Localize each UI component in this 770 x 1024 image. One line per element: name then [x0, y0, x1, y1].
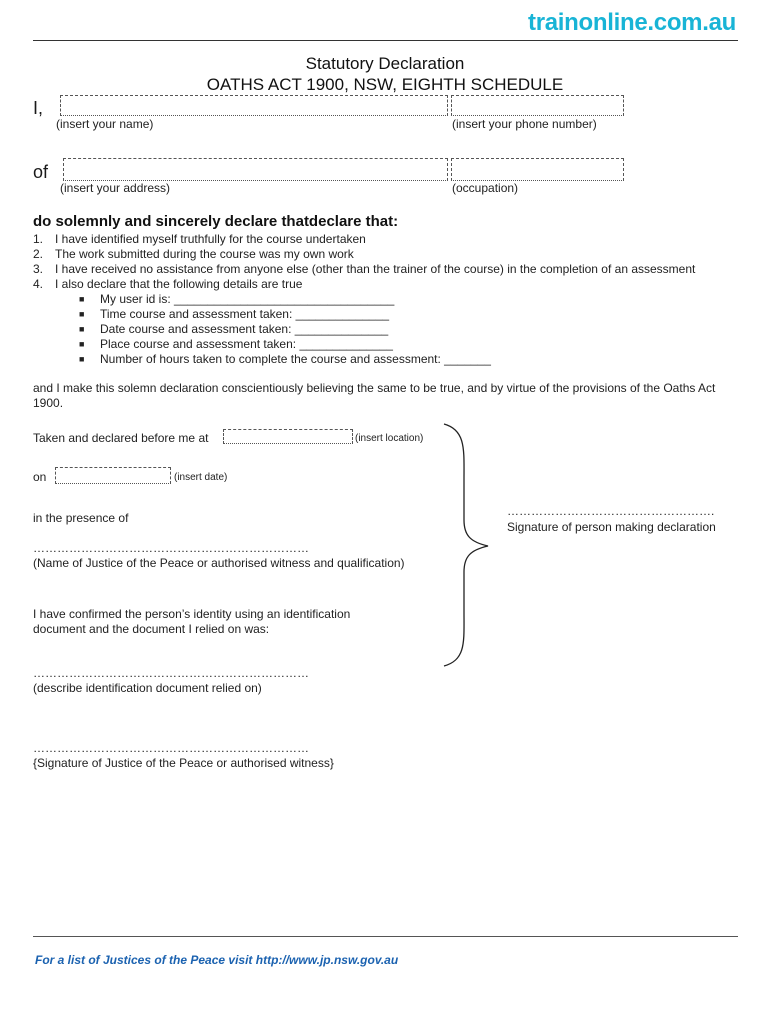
bullet-icon: ■	[79, 294, 85, 304]
location-field[interactable]	[223, 429, 353, 444]
declarant-i-label: I,	[33, 98, 44, 118]
address-hint: (insert your address)	[60, 181, 171, 195]
closing-statement: and I make this solemn declaration conscientiously believing the same to be true, and by virtue of the provisions of the Oaths Act 1900.	[33, 381, 716, 410]
declaration-item: 1. I have identified myself truthfully for the course undertaken	[33, 232, 366, 246]
name-hint: (insert your name)	[56, 117, 154, 131]
jp-signature-caption: {Signature of Justice of the Peace or authorised witness}	[33, 756, 334, 770]
bullet-icon: ■	[79, 354, 85, 364]
date-field[interactable]	[55, 467, 171, 484]
presence-label: in the presence of	[33, 511, 129, 525]
brace-icon	[440, 420, 500, 670]
date-hint: (insert date)	[174, 472, 228, 483]
declaration-item: 3. I have received no assistance from anyone else (other than the trainer of the course) in the completion of an assessment	[33, 262, 696, 276]
jp-name-caption: (Name of Justice of the Peace or authorised witness and qualification)	[33, 556, 405, 570]
on-label: on	[33, 470, 47, 484]
jp-name-line: ……………………………………………………………	[33, 541, 309, 555]
name-field[interactable]	[60, 95, 448, 116]
identity-statement-2: document and the document I relied on was:	[33, 622, 270, 636]
declaration-list	[33, 232, 743, 292]
jp-link[interactable]: For a list of Justices of the Peace visit http://www.jp.nsw.gov.au	[35, 953, 399, 967]
taken-label: Taken and declared before me at	[33, 431, 209, 445]
declarant-signature-caption: Signature of person making declaration	[507, 520, 716, 534]
details-list	[76, 292, 736, 367]
occupation-hint: (occupation)	[452, 181, 519, 195]
jp-signature-line: ……………………………………………………………	[33, 741, 309, 755]
declaration-item: 4. I also declare that the following details are true	[33, 277, 303, 291]
detail-date: ■ Date course and assessment taken: ______________	[79, 322, 389, 336]
bullet-icon: ■	[79, 324, 85, 334]
detail-user-id: ■ My user id is: _________________________________	[79, 292, 395, 306]
id-document-caption: (describe identification document relied on)	[33, 681, 262, 695]
occupation-field[interactable]	[451, 158, 624, 181]
bullet-icon: ■	[79, 309, 85, 319]
address-field[interactable]	[63, 158, 448, 181]
footer-divider	[33, 936, 738, 937]
declaration-item: 2. The work submitted during the course was my own work	[33, 247, 354, 261]
header-divider	[33, 40, 738, 41]
page-subtitle: OATHS ACT 1900, NSW, EIGHTH SCHEDULE	[206, 75, 564, 94]
id-document-line: ……………………………………………………………	[33, 666, 309, 680]
detail-time: ■ Time course and assessment taken: ______________	[79, 307, 390, 321]
declarant-signature-line: …………………………………………….	[507, 504, 715, 518]
detail-place: ■ Place course and assessment taken: ______________	[79, 337, 393, 351]
phone-field[interactable]	[451, 95, 624, 116]
phone-hint: (insert your phone number)	[452, 117, 597, 131]
page-title: Statutory Declaration	[305, 54, 465, 73]
bullet-icon: ■	[79, 339, 85, 349]
location-hint: (insert location)	[355, 433, 424, 444]
brand-logo: trainonline.com.au	[528, 9, 736, 36]
identity-statement-1: I have confirmed the person’s identity using an identification	[33, 607, 351, 621]
detail-hours: ■ Number of hours taken to complete the course and assessment: _______	[79, 352, 491, 366]
declaration-heading: do solemnly and sincerely declare thatdeclare that:	[33, 213, 399, 230]
declarant-of-label: of	[33, 162, 49, 182]
